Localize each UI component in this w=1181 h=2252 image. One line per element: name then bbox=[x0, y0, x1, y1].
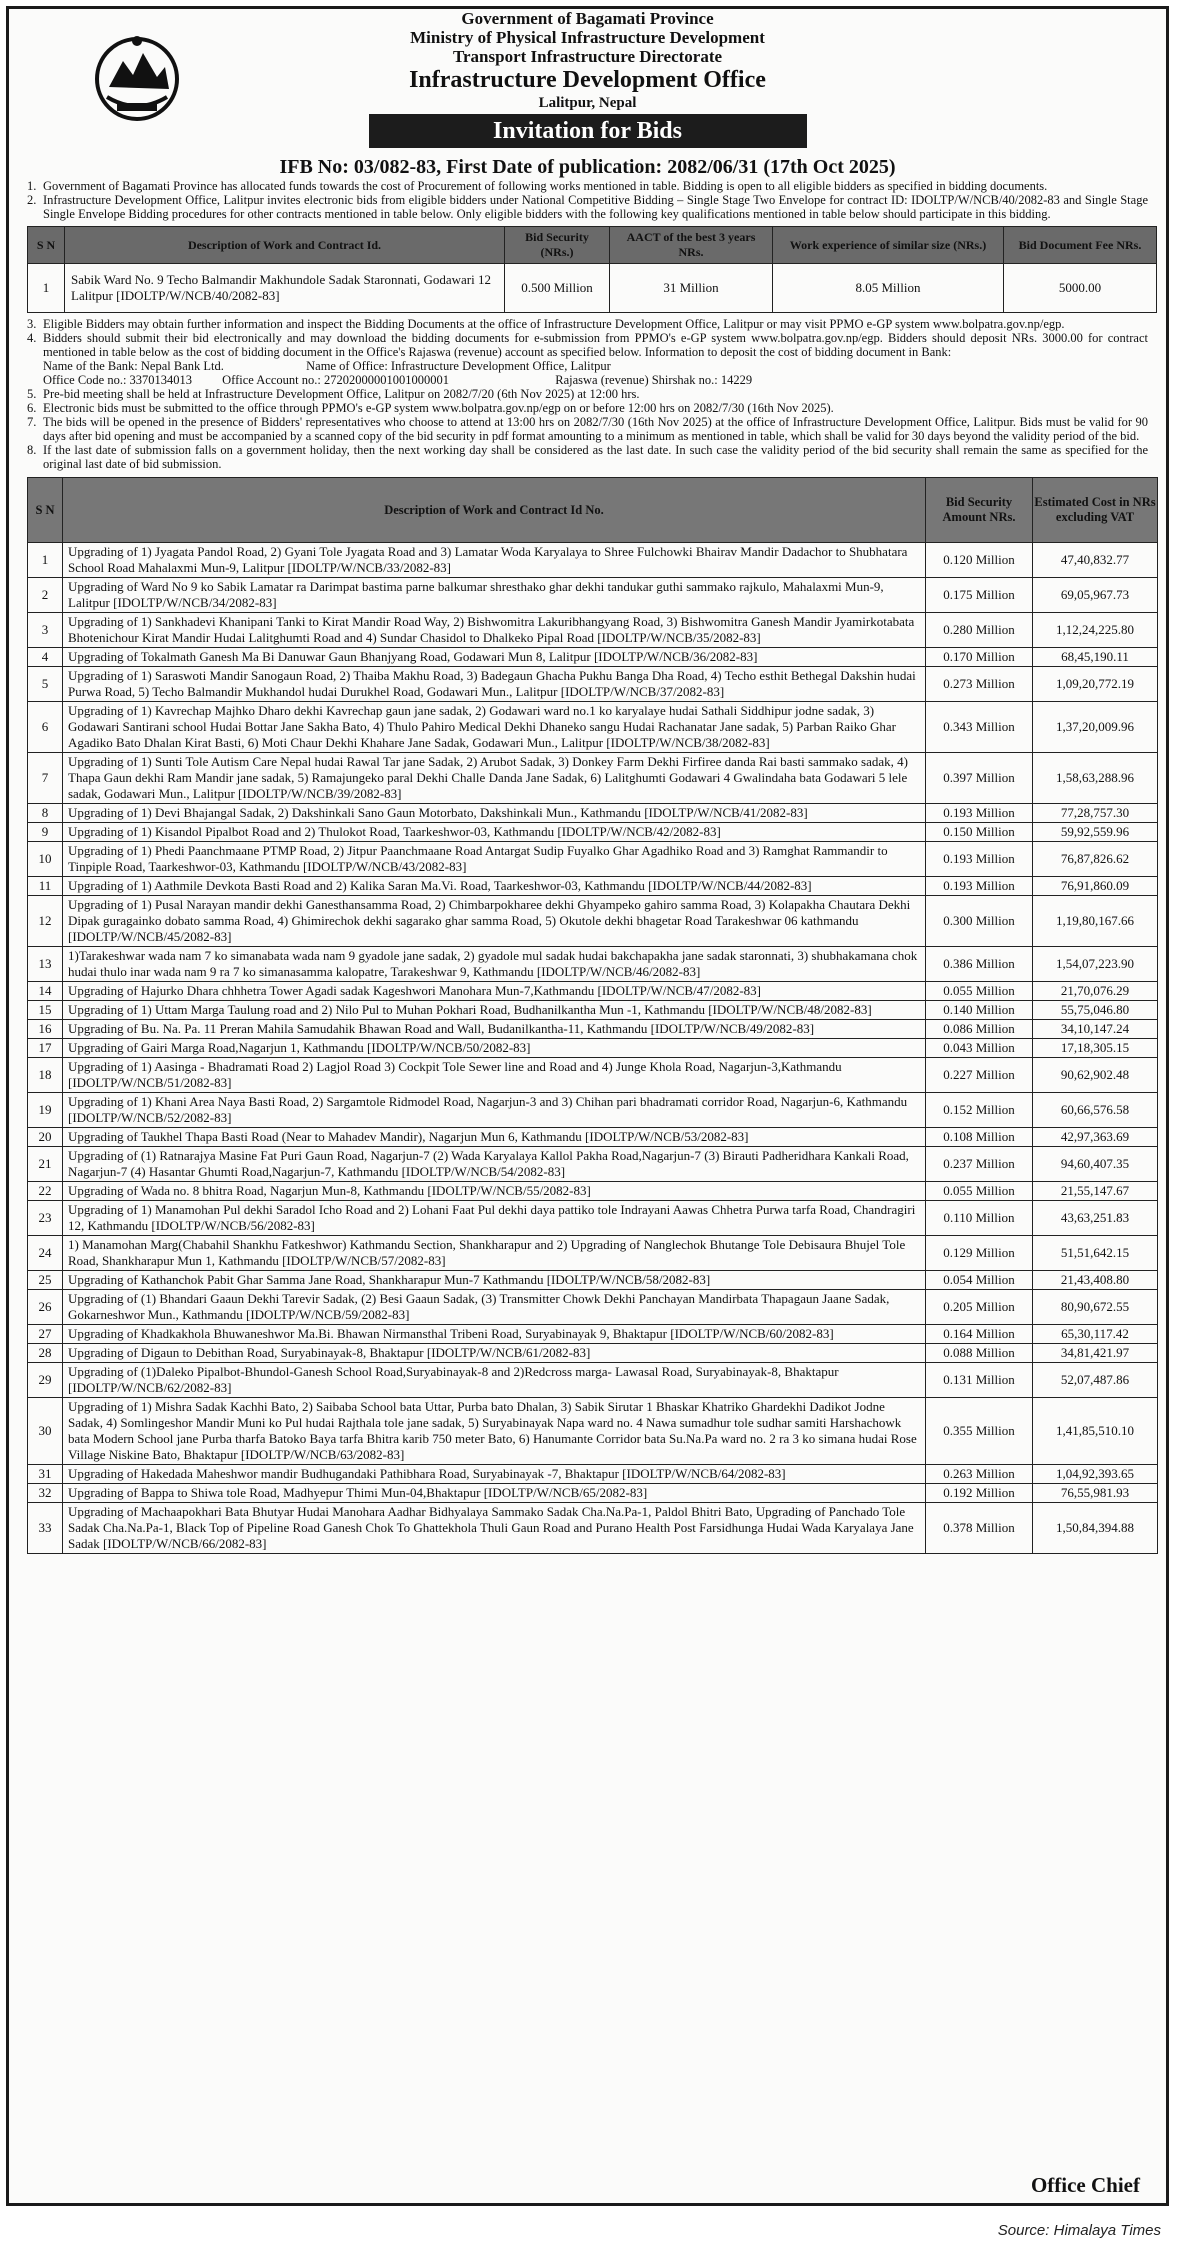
works-cell-sn: 24 bbox=[28, 1236, 63, 1271]
works-cell-sn: 8 bbox=[28, 804, 63, 823]
works-cell-cost: 94,60,407.35 bbox=[1033, 1147, 1158, 1182]
paragraph-5 bbox=[9, 387, 1166, 401]
works-cell-sn: 15 bbox=[28, 1001, 63, 1020]
qualification-header-cell: Work experience of similar size (NRs.) bbox=[773, 227, 1004, 264]
works-cell-sn: 20 bbox=[28, 1128, 63, 1147]
paragraph-number: 8. bbox=[27, 443, 37, 457]
works-cell-desc: Upgrading of Khadkakhola Bhuwaneshwor Ma.Bi. Bhawan Nirmansthal Tribeni Road, Suryabinayak 9, Bhaktapur [IDOLTP/W/NCB/60/2082-83] bbox=[63, 1325, 926, 1344]
table-row bbox=[28, 982, 1158, 1001]
works-cell-sn: 13 bbox=[28, 947, 63, 982]
works-cell-sn: 22 bbox=[28, 1182, 63, 1201]
works-cell-sn: 9 bbox=[28, 823, 63, 842]
works-cell-cost: 90,62,902.48 bbox=[1033, 1058, 1158, 1093]
paragraph-text: Pre-bid meeting shall be held at Infrastructure Development Office, Lalitpur on 2082/7/20 (6th Nov 2025) at 12:00 hrs. bbox=[43, 387, 640, 401]
works-header-cell: S N bbox=[28, 478, 63, 543]
works-cell-sec: 0.054 Million bbox=[926, 1271, 1033, 1290]
works-cell-sec: 0.263 Million bbox=[926, 1465, 1033, 1484]
works-cell-sn: 18 bbox=[28, 1058, 63, 1093]
works-cell-sn: 17 bbox=[28, 1039, 63, 1058]
table-row bbox=[28, 1290, 1158, 1325]
works-cell-desc: Upgrading of 1) Devi Bhajangal Sadak, 2) Dakshinkali Sano Gaun Motorbato, Dakshinkali Mun., Kathmandu [IDOLTP/W/NCB/41/2082-83] bbox=[63, 804, 926, 823]
works-cell-sec: 0.120 Million bbox=[926, 543, 1033, 578]
works-cell-sn: 32 bbox=[28, 1484, 63, 1503]
works-cell-sec: 0.086 Million bbox=[926, 1020, 1033, 1039]
paragraph-text: Eligible Bidders may obtain further information and inspect the Bidding Documents at the office of Infrastructure Development Office, Lalitpur or may visit PPMO e-GP system www.bolpatra.gov.np/egp. bbox=[43, 317, 1065, 331]
works-header-cell: Bid Security Amount NRs. bbox=[926, 478, 1033, 543]
works-cell-sec: 0.193 Million bbox=[926, 877, 1033, 896]
works-cell-sn: 16 bbox=[28, 1020, 63, 1039]
works-cell-desc: Upgrading of Gairi Marga Road,Nagarjun 1, Kathmandu [IDOLTP/W/NCB/50/2082-83] bbox=[63, 1039, 926, 1058]
works-cell-sec: 0.088 Million bbox=[926, 1344, 1033, 1363]
works-cell-desc: Upgrading of Hajurko Dhara chhhetra Tower Agadi sadak Kageshwori Manohara Mun-7,Kathmandu [IDOLTP/W/NCB/47/2082-83] bbox=[63, 982, 926, 1001]
works-cell-desc: Upgrading of 1) Khani Area Naya Basti Road, 2) Sargamtole Ridmodel Road, Nagarjun-3 and 3) Chihan pari bhadramati corridor Road, Nagarjun-6, Kathmandu [IDOLTP/W/NCB/52/2082-83] bbox=[63, 1093, 926, 1128]
works-cell-sn: 21 bbox=[28, 1147, 63, 1182]
works-cell-sec: 0.110 Million bbox=[926, 1201, 1033, 1236]
works-cell-desc: Upgrading of Ward No 9 ko Sabik Lamatar ra Darimpat bastima parne balkumar shresthako ghar dekhi tandukar guthi sammako rajkulo, Mahalaxmi Mun-9, Lalitpur [IDOLTP/W/NCB/34/2082-83] bbox=[63, 578, 926, 613]
works-cell-desc: Upgrading of 1) Sunti Tole Autism Care Nepal hudai Rawal Tar jane Sadak, 2) Arubot Sadak, 3) Donkey Farm Dekhi Firfiree danda Rai basti sammako sadak, 4) Thapa Gaun dekhi Ram Mandir jane sadak, 5) Ramajungeko paral Dekhi Challe Danda Jane Sadak, 6) Lalitghumti Godawari 4 Gwalindaha bata Godawari 5 lele sadak, Godawari Mun., Lalitpur [IDOLTP/W/NCB/39/2082-83] bbox=[63, 753, 926, 804]
paragraph-text: Infrastructure Development Office, Lalitpur invites electronic bids from eligible bidders under National Competitive Bidding – Single Stage Two Envelope for contract ID: IDOLTP/W/NCB/40/2082-83 and Single Stage Single Envelope Bidding procedures for other contracts mentioned in table below. Only eligible bidders with the following key qualifications mentioned in table below should participate in this bidding. bbox=[43, 193, 1148, 221]
notice-header bbox=[9, 9, 1166, 149]
works-cell-desc: Upgrading of 1) Pusal Narayan mandir dekhi Ganesthansamma Road, 2) Chimbarpokharee dekhi Ghyampeko gahiro samma Road, 3) Kolapakha Chautara Dekhi Dipak guragainko dobato samma Road, 4) Ghimirechok dekhi sagarako ghar samma Road, 5) Okutole dekhi bhagetar Road Tarakeshwar 06 kathmandu [IDOLTP/W/NCB/45/2082-83] bbox=[63, 896, 926, 947]
table-row bbox=[28, 1236, 1158, 1271]
paragraph-number: 2. bbox=[27, 193, 37, 207]
works-cell-sn: 12 bbox=[28, 896, 63, 947]
works-cell-desc: Upgrading of Machaapokhari Bata Bhutyar Hudai Manohara Aadhar Bidhyalaya Sammako Sadak Cha.Na.Pa-1, Paldol Bhitri Bato, Upgrading of Panchado Tole Sadak Cha.Na.Pa-1, Black Top of Pipeline Road Ganesh Chok To Ghattekhola Thuli Gaun Road and Purano Health Post Farsidhunga Hudai Wada Karyalaya Jane Sadak [IDOLTP/W/NCB/66/2082-83] bbox=[63, 1503, 926, 1554]
works-cell-cost: 1,37,20,009.96 bbox=[1033, 702, 1158, 753]
qualification-cell: 8.05 Million bbox=[773, 264, 1004, 313]
table-row bbox=[28, 1039, 1158, 1058]
works-cell-desc: Upgrading of 1) Mishra Sadak Kachhi Bato, 2) Saibaba School bata Uttar, Purba bato Dhalan, 3) Sabik Sirutar 1 Bhaskar Khatriko Ghardekhi Dadikot Jodne Sadak, 4) Somlingeshor Mandir Muni ko Pul hudai Rajthala tole jane sadak, 5) Suryabinayak Napa ward no. 4 Nawa sumadhur tole sudhar samiti Harshachowk bata Modern School jane Purba tharfa Batoko Baya tarfa Bhitra karib 750 meter Bato, 6) Hanumante Corridor bata Su.Na.Pa ward no. 2 ra 3 ko simana hudai Rose Village Niskine Bato, Bhaktapur [IDOLTP/W/NCB/63/2082-83] bbox=[63, 1398, 926, 1465]
works-cell-cost: 34,81,421.97 bbox=[1033, 1344, 1158, 1363]
bank-office-code: Office Code no.: 3370134013 bbox=[43, 373, 193, 387]
works-cell-sec: 0.343 Million bbox=[926, 702, 1033, 753]
works-cell-cost: 47,40,832.77 bbox=[1033, 543, 1158, 578]
works-cell-cost: 17,18,305.15 bbox=[1033, 1039, 1158, 1058]
table-row bbox=[28, 877, 1158, 896]
works-cell-sn: 10 bbox=[28, 842, 63, 877]
works-cell-desc: Upgrading of 1) Phedi Paanchmaane PTMP Road, 2) Jitpur Paanchmaane Road Antargat Sudip Fuyalko Ghar Agadhiko Road and 3) Ramghat Rammandir to Tinpiple Road, Taarkeshwor-03, Kathmandu [IDOLTP/W/NCB/43/2082-83] bbox=[63, 842, 926, 877]
works-cell-sn: 23 bbox=[28, 1201, 63, 1236]
works-cell-sec: 0.043 Million bbox=[926, 1039, 1033, 1058]
works-cell-desc: Upgrading of Wada no. 8 bhitra Road, Nagarjun Mun-8, Kathmandu [IDOLTP/W/NCB/55/2082-83] bbox=[63, 1182, 926, 1201]
works-cell-sn: 2 bbox=[28, 578, 63, 613]
works-cell-sec: 0.378 Million bbox=[926, 1503, 1033, 1554]
table-row bbox=[28, 1020, 1158, 1039]
table-row bbox=[28, 753, 1158, 804]
works-cell-cost: 76,55,981.93 bbox=[1033, 1484, 1158, 1503]
works-cell-sec: 0.355 Million bbox=[926, 1398, 1033, 1465]
works-cell-sec: 0.192 Million bbox=[926, 1484, 1033, 1503]
table-row bbox=[28, 648, 1158, 667]
table-row bbox=[28, 896, 1158, 947]
works-cell-cost: 76,87,826.62 bbox=[1033, 842, 1158, 877]
works-cell-sec: 0.152 Million bbox=[926, 1093, 1033, 1128]
works-cell-cost: 21,43,408.80 bbox=[1033, 1271, 1158, 1290]
works-cell-cost: 34,10,147.24 bbox=[1033, 1020, 1158, 1039]
works-cell-sec: 0.205 Million bbox=[926, 1290, 1033, 1325]
works-cell-cost: 65,30,117.42 bbox=[1033, 1325, 1158, 1344]
header-line-ministry: Ministry of Physical Infrastructure Development bbox=[410, 28, 765, 47]
works-cell-sec: 0.397 Million bbox=[926, 753, 1033, 804]
table-row bbox=[28, 578, 1158, 613]
paragraph-7 bbox=[9, 415, 1166, 443]
qualification-header-cell: AACT of the best 3 years NRs. bbox=[610, 227, 773, 264]
works-cell-cost: 1,19,80,167.66 bbox=[1033, 896, 1158, 947]
works-cell-desc: Upgrading of 1) Manamohan Pul dekhi Saradol Icho Road and 2) Lohani Faat Pul dekhi daya pattiko tole Indrayani Aawas Chhetra Purwa tarfa Road, Chandragiri 12, Kathmandu [IDOLTP/W/NCB/56/2082-83] bbox=[63, 1201, 926, 1236]
works-cell-cost: 1,04,92,393.65 bbox=[1033, 1465, 1158, 1484]
bank-name: Name of the Bank: Nepal Bank Ltd. bbox=[43, 359, 224, 373]
office-chief-signature: Office Chief bbox=[1030, 2173, 1140, 2197]
paragraph-1 bbox=[9, 179, 1166, 193]
works-header-cell: Estimated Cost in NRs excluding VAT bbox=[1033, 478, 1158, 543]
works-cell-cost: 1,09,20,772.19 bbox=[1033, 667, 1158, 702]
works-cell-sec: 0.386 Million bbox=[926, 947, 1033, 982]
works-cell-desc: Upgrading of Bu. Na. Pa. 11 Preran Mahila Samudahik Bhawan Road and Wall, Budanilkantha-11, Kathmandu [IDOLTP/W/NCB/49/2082-83] bbox=[63, 1020, 926, 1039]
qualification-header-cell: Description of Work and Contract Id. bbox=[65, 227, 505, 264]
works-cell-sn: 33 bbox=[28, 1503, 63, 1554]
invitation-banner: Invitation for Bids bbox=[369, 114, 807, 148]
works-cell-cost: 51,51,642.15 bbox=[1033, 1236, 1158, 1271]
works-cell-sec: 0.150 Million bbox=[926, 823, 1033, 842]
paragraph-4 bbox=[9, 331, 1166, 359]
qualification-header-cell: Bid Document Fee NRs. bbox=[1004, 227, 1157, 264]
works-cell-desc: Upgrading of Bappa to Shiwa tole Road, Madhyepur Thimi Mun-04,Bhaktapur [IDOLTP/W/NCB/65/2082-83] bbox=[63, 1484, 926, 1503]
works-cell-desc: Upgrading of (1)Daleko Pipalbot-Bhundol-Ganesh School Road,Suryabinayak-8 and 2)Redcross marga- Lawasal Road, Suryabinayak-8, Bhaktapur [IDOLTP/W/NCB/62/2082-83] bbox=[63, 1363, 926, 1398]
works-cell-sn: 6 bbox=[28, 702, 63, 753]
works-table-header bbox=[28, 478, 1158, 543]
paragraphs-mid bbox=[9, 317, 1166, 359]
paragraph-number: 1. bbox=[27, 179, 37, 193]
works-cell-cost: 42,97,363.69 bbox=[1033, 1128, 1158, 1147]
works-cell-sec: 0.273 Million bbox=[926, 667, 1033, 702]
table-row bbox=[28, 1344, 1158, 1363]
qualification-cell: 1 bbox=[28, 264, 65, 313]
works-cell-sec: 0.193 Million bbox=[926, 842, 1033, 877]
qualification-cell: 31 Million bbox=[610, 264, 773, 313]
works-cell-sec: 0.175 Million bbox=[926, 578, 1033, 613]
notice-page bbox=[6, 6, 1169, 2206]
qualification-table bbox=[27, 226, 1157, 313]
works-cell-sec: 0.300 Million bbox=[926, 896, 1033, 947]
paragraph-number: 5. bbox=[27, 387, 37, 401]
works-cell-cost: 59,92,559.96 bbox=[1033, 823, 1158, 842]
paragraphs-top bbox=[9, 179, 1166, 221]
works-cell-sn: 14 bbox=[28, 982, 63, 1001]
table-row bbox=[28, 1201, 1158, 1236]
table-row bbox=[28, 1398, 1158, 1465]
qualification-cell: Sabik Ward No. 9 Techo Balmandir Makhundole Sadak Staronnati, Godawari 12 Lalitpur [IDOLTP/W/NCB/40/2082-83] bbox=[65, 264, 505, 313]
works-cell-sec: 0.280 Million bbox=[926, 613, 1033, 648]
paragraph-2 bbox=[9, 193, 1166, 221]
table-row bbox=[28, 804, 1158, 823]
works-cell-sn: 30 bbox=[28, 1398, 63, 1465]
table-row bbox=[28, 823, 1158, 842]
bank-rajaswa: Rajaswa (revenue) Shirshak no.: 14229 bbox=[555, 373, 753, 387]
header-office-name: Infrastructure Development Office bbox=[409, 67, 766, 93]
qualification-table-row bbox=[28, 264, 1157, 313]
works-cell-cost: 1,12,24,225.80 bbox=[1033, 613, 1158, 648]
paragraph-number: 3. bbox=[27, 317, 37, 331]
works-cell-desc: Upgrading of 1) Sankhadevi Khanipani Tanki to Kirat Mandir Road Way, 2) Bishwomitra Lakuribhangyang Road, 3) Bishwomitra Ganesh Mandir Jyamirkotabata Bhotenichour Kirat Mandir Hudai Lalitghumti Road and 4) Sundar Chasidol to Dhalkeko Pipal Road [IDOLTP/W/NCB/35/2082-83] bbox=[63, 613, 926, 648]
works-cell-cost: 76,91,860.09 bbox=[1033, 877, 1158, 896]
ifb-number: IFB No: 03/082-83, First Date of publication: 2082/06/31 (17th Oct 2025) bbox=[279, 156, 896, 178]
works-cell-desc: Upgrading of 1) Kavrechap Majhko Dharo dekhi Kavrechap gaun jane sadak, 2) Godawari ward no.1 ko karyalaye hudai Sathali Siddhipur jodne sadak, 3) Godawari Santirani school Hudai Bottar Jane Sakha Bato, 4) Thulo Pahiro Medical Dekhi Dhaneko sangu Hudai Rachanatar Jane sadak, 5) Parban Raiko Ghar Agadiko Bato Dhalan Kirat Basti, 6) Moti Chaur Dekhi Khahare Jane Sadak, Godawari Mun., Lalitpur [IDOLTP/W/NCB/38/2082-83] bbox=[63, 702, 926, 753]
works-cell-sn: 25 bbox=[28, 1271, 63, 1290]
works-cell-cost: 1,58,63,288.96 bbox=[1033, 753, 1158, 804]
works-cell-cost: 1,50,84,394.88 bbox=[1033, 1503, 1158, 1554]
works-cell-cost: 80,90,672.55 bbox=[1033, 1290, 1158, 1325]
works-cell-cost: 43,63,251.83 bbox=[1033, 1201, 1158, 1236]
nepal-government-emblem-icon bbox=[87, 27, 187, 127]
works-cell-sn: 26 bbox=[28, 1290, 63, 1325]
paragraph-text: The bids will be opened in the presence of Bidders' representatives who choose to attend at 13:00 hrs on 2082/7/30 (16th Nov 2025) at the office of Infrastructure Development Office, Lalitpur. Bids must be valid for 90 days after bid opening and must be accompanied by a scanned copy of the bid security in pdf format amounting to a minimum as mentioned in table, which shall be valid for 30 days beyond the validity period of the bid. bbox=[43, 415, 1148, 443]
works-cell-sn: 5 bbox=[28, 667, 63, 702]
works-cell-cost: 69,05,967.73 bbox=[1033, 578, 1158, 613]
paragraph-number: 6. bbox=[27, 401, 37, 415]
works-cell-sn: 29 bbox=[28, 1363, 63, 1398]
works-cell-sn: 19 bbox=[28, 1093, 63, 1128]
table-row bbox=[28, 1147, 1158, 1182]
works-cell-desc: Upgrading of Kathanchok Pabit Ghar Samma Jane Road, Shankharapur Mun-7 Kathmandu [IDOLTP/W/NCB/58/2082-83] bbox=[63, 1271, 926, 1290]
works-cell-sec: 0.237 Million bbox=[926, 1147, 1033, 1182]
bank-office-name: Name of Office: Infrastructure Development Office, Lalitpur bbox=[306, 359, 611, 373]
works-cell-cost: 55,75,046.80 bbox=[1033, 1001, 1158, 1020]
works-table-body bbox=[28, 543, 1158, 1554]
header-line-directorate: Transport Infrastructure Directorate bbox=[452, 47, 723, 66]
paragraph-6 bbox=[9, 401, 1166, 415]
works-cell-desc: Upgrading of Taukhel Thapa Basti Road (Near to Mahadev Mandir), Nagarjun Mun 6, Kathmandu [IDOLTP/W/NCB/53/2082-83] bbox=[63, 1128, 926, 1147]
qualification-cell: 5000.00 bbox=[1004, 264, 1157, 313]
paragraph-text: If the last date of submission falls on a government holiday, then the next working day shall be considered as the last date. In such case the validity period of the bid security shall remain the same as specified for the original last date of bid submission. bbox=[43, 443, 1148, 471]
paragraphs-bottom bbox=[9, 387, 1166, 471]
table-row bbox=[28, 1093, 1158, 1128]
works-cell-sec: 0.193 Million bbox=[926, 804, 1033, 823]
header-line-government: Government of Bagamati Province bbox=[461, 9, 714, 28]
table-row bbox=[28, 543, 1158, 578]
works-cell-sec: 0.164 Million bbox=[926, 1325, 1033, 1344]
works-cell-sec: 0.055 Million bbox=[926, 982, 1033, 1001]
works-cell-sn: 28 bbox=[28, 1344, 63, 1363]
works-cell-desc: Upgrading of 1) Saraswoti Mandir Sanogaun Road, 2) Thaiba Makhu Road, 3) Badegaun Ghacha Pukhu Banga Dha Road, 4) Techo esthit Bethegal Dakshin hudai Purwa Road, 5) Techo Balmandir Mukhandol hudai Durukhel Road, Godawari Mun., Lalitpur [IDOLTP/W/NCB/37/2082-83] bbox=[63, 667, 926, 702]
paragraph-number: 4. bbox=[27, 331, 37, 345]
works-cell-sec: 0.055 Million bbox=[926, 1182, 1033, 1201]
paragraph-8 bbox=[9, 443, 1166, 471]
works-cell-desc: Upgrading of (1) Ratnarajya Masine Fat Puri Gaun Road, Nagarjun-7 (2) Wada Karyalaya Kallol Pakha Road,Nagarjun-7 (3) Birauti Padheridhara Kankali Road, Nagarjun-7 (4) Hasantar Ghumti Road,Nagarjun-7, Kathmandu [IDOLTP/W/NCB/54/2082-83] bbox=[63, 1147, 926, 1182]
table-row bbox=[28, 1465, 1158, 1484]
works-cell-sn: 3 bbox=[28, 613, 63, 648]
works-cell-desc: Upgrading of 1) Kisandol Pipalbot Road and 2) Thulokot Road, Taarkeshwor-03, Kathmandu [IDOLTP/W/NCB/42/2082-83] bbox=[63, 823, 926, 842]
works-cell-sn: 1 bbox=[28, 543, 63, 578]
works-cell-desc: 1)Tarakeshwar wada nam 7 ko simanabata wada nam 9 gyadole jane sadak, 2) gyadole mul sadak hudai bakchapakha jane sadak staronnati, 3) shubhakamana chok hudai thulo inar wada nam 9 ra 7 ko simanasamma kalopatre, Tarakeshwar 9, Kathmandu [IDOLTP/W/NCB/46/2082-83] bbox=[63, 947, 926, 982]
qualification-cell: 0.500 Million bbox=[505, 264, 610, 313]
works-cell-desc: Upgrading of 1) Uttam Marga Taulung road and 2) Nilo Pul to Muhan Pokhari Road, Budhanilkantha Mun -1, Kathmandu [IDOLTP/W/NCB/48/2082-83] bbox=[63, 1001, 926, 1020]
bank-details bbox=[9, 359, 1166, 387]
source-credit: Source: Himalaya Times bbox=[997, 2222, 1161, 2239]
bank-account: Office Account no.: 27202000001001000001 bbox=[222, 373, 449, 387]
works-header-cell: Description of Work and Contract Id No. bbox=[63, 478, 926, 543]
table-row bbox=[28, 1001, 1158, 1020]
works-cell-desc: Upgrading of 1) Jyagata Pandol Road, 2) Gyani Tole Jyagata Road and 3) Lamatar Woda Karyalaya to Shree Fulchowki Bhairav Mandir Dadachor to Shubhatara School Road Mahalaxmi Mun-9, Lalitpur [IDOLTP/W/NCB/33/2082-83] bbox=[63, 543, 926, 578]
works-cell-cost: 1,41,85,510.10 bbox=[1033, 1398, 1158, 1465]
qualification-table-header bbox=[28, 227, 1157, 264]
table-row bbox=[28, 1058, 1158, 1093]
works-cell-sn: 7 bbox=[28, 753, 63, 804]
works-table bbox=[27, 477, 1158, 1554]
paragraph-3 bbox=[9, 317, 1166, 331]
table-row bbox=[28, 667, 1158, 702]
table-row bbox=[28, 1363, 1158, 1398]
paragraph-text: Electronic bids must be submitted to the office through PPMO's e-GP system www.bolpatra.gov.np/egp on or before 12:00 hrs on 2082/7/30 (16th Nov 2025). bbox=[43, 401, 834, 415]
works-cell-desc: Upgrading of (1) Bhandari Gaaun Dekhi Tarevir Sadak, (2) Besi Gaaun Sadak, (3) Transmitter Chowk Dekhi Panchayan Mandirbata Thapagaun Jaane Sadak, Gokarneshwor Mun., Kathmandu [IDOLTP/W/NCB/59/2082-83] bbox=[63, 1290, 926, 1325]
works-cell-sn: 4 bbox=[28, 648, 63, 667]
works-cell-sec: 0.129 Million bbox=[926, 1236, 1033, 1271]
works-cell-sn: 27 bbox=[28, 1325, 63, 1344]
works-cell-sec: 0.131 Million bbox=[926, 1363, 1033, 1398]
works-cell-cost: 60,66,576.58 bbox=[1033, 1093, 1158, 1128]
works-cell-sn: 31 bbox=[28, 1465, 63, 1484]
works-cell-cost: 77,28,757.30 bbox=[1033, 804, 1158, 823]
works-cell-desc: Upgrading of 1) Aathmile Devkota Basti Road and 2) Kalika Saran Ma.Vi. Road, Taarkeshwor-03, Kathmandu [IDOLTP/W/NCB/44/2082-83] bbox=[63, 877, 926, 896]
table-row bbox=[28, 1271, 1158, 1290]
works-cell-sec: 0.227 Million bbox=[926, 1058, 1033, 1093]
table-row bbox=[28, 613, 1158, 648]
works-cell-cost: 21,55,147.67 bbox=[1033, 1182, 1158, 1201]
paragraph-text: Government of Bagamati Province has allocated funds towards the cost of Procurement of following works mentioned in table. Bidding is open to all eligible bidders as specified in bidding documents. bbox=[43, 179, 1048, 193]
works-cell-cost: 21,70,076.29 bbox=[1033, 982, 1158, 1001]
table-row bbox=[28, 1182, 1158, 1201]
works-cell-sec: 0.108 Million bbox=[926, 1128, 1033, 1147]
table-row bbox=[28, 1503, 1158, 1554]
works-cell-desc: Upgrading of Hakedada Maheshwor mandir Budhugandaki Pathibhara Road, Suryabinayak -7, Bhaktapur [IDOLTP/W/NCB/64/2082-83] bbox=[63, 1465, 926, 1484]
table-row bbox=[28, 947, 1158, 982]
works-cell-sn: 11 bbox=[28, 877, 63, 896]
table-row bbox=[28, 842, 1158, 877]
table-row bbox=[28, 1325, 1158, 1344]
table-row bbox=[28, 1484, 1158, 1503]
works-cell-cost: 52,07,487.86 bbox=[1033, 1363, 1158, 1398]
works-cell-desc: Upgrading of 1) Aasinga - Bhadramati Road 2) Lagjol Road 3) Cockpit Tole Sewer line and Road and 4) Junge Khola Road, Nagarjun-3,Kathmandu [IDOLTP/W/NCB/51/2082-83] bbox=[63, 1058, 926, 1093]
qualification-header-cell: Bid Security (NRs.) bbox=[505, 227, 610, 264]
paragraph-number: 7. bbox=[27, 415, 37, 429]
header-location: Lalitpur, Nepal bbox=[538, 95, 637, 111]
paragraph-text: Bidders should submit their bid electronically and may download the bidding documents for e-submission from PPMO's e-GP system www.bolpatra.gov.np/egp. Bidders should deposit NRs. 3000.00 for contract mentioned in table below as the cost of bidding document in the Office's Rajaswa (revenue) account as specified below. Information to deposit the cost of bidding document in Bank: bbox=[43, 331, 1148, 359]
qualification-header-cell: S N bbox=[28, 227, 65, 264]
works-cell-cost: 68,45,190.11 bbox=[1033, 648, 1158, 667]
works-cell-desc: Upgrading of Digaun to Debithan Road, Suryabinayak-8, Bhaktapur [IDOLTP/W/NCB/61/2082-83] bbox=[63, 1344, 926, 1363]
works-cell-desc: 1) Manamohan Marg(Chabahil Shankhu Fatkeshwor) Kathmandu Section, Shankharapur and 2) Upgrading of Nanglechok Bhutange Tole Debisaura Bhujel Tole Road, Shankharapur Mun 1, Kathmandu [IDOLTP/W/NCB/57/2082-83] bbox=[63, 1236, 926, 1271]
works-cell-sec: 0.170 Million bbox=[926, 648, 1033, 667]
table-row bbox=[28, 1128, 1158, 1147]
table-row bbox=[28, 702, 1158, 753]
works-cell-desc: Upgrading of Tokalmath Ganesh Ma Bi Danuwar Gaun Bhanjyang Road, Godawari Mun 8, Lalitpur [IDOLTP/W/NCB/36/2082-83] bbox=[63, 648, 926, 667]
works-cell-cost: 1,54,07,223.90 bbox=[1033, 947, 1158, 982]
works-cell-sec: 0.140 Million bbox=[926, 1001, 1033, 1020]
